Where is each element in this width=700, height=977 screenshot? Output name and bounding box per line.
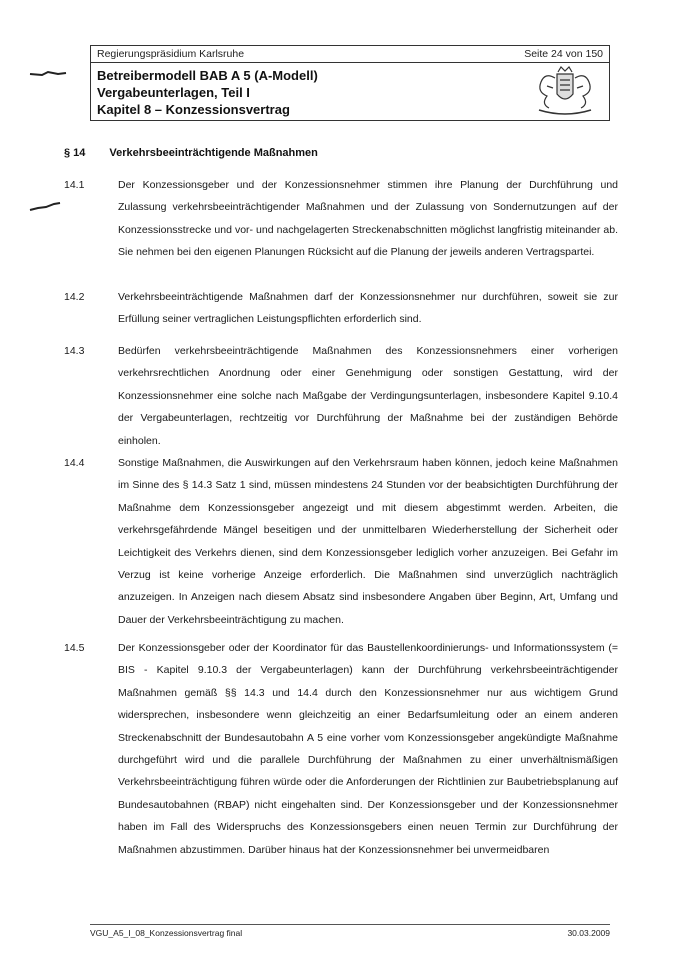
coat-of-arms-icon (527, 66, 603, 118)
footer-filename: VGU_A5_I_08_Konzessionsvertrag final (90, 928, 243, 938)
clause-14-1 (64, 174, 618, 264)
clause-number: 14.4 (64, 457, 85, 469)
footer-date: 30.03.2009 (567, 928, 610, 938)
margin-mark-upper (28, 66, 68, 80)
clause-text: Sonstige Maßnahmen, die Auswirkungen auf den Verkehrsraum haben können, jedoch keine Maßnahmen im Sinne des § 14.3 Satz 1 sind, müssen mindestens 24 Stunden vor der beabsichtigten Durchführung der Maßnahme dem Konzessionsgeber angezeigt und mit diesem abgestimmt werden. Arbeiten, die verkehrsgefährdende Mängel beseitigen und der unmittelbaren Wiederherstellung der Sicherheit oder Leichtigkeit des Verkehrs dienen, sind dem Konzessionsgeber lediglich vorher anzuzeigen. Bei Gefahr im Verzug ist keine vorherige Anzeige erforderlich. Die Maßnahmen sind unverzüglich nachträglich anzuzeigen. In Anzeigen nach diesem Absatz sind insbesondere Angaben über Beginn, Art, Umfang und Dauer der Verkehrsbeeinträchtigung zu machen. (118, 457, 618, 626)
clause-number: 14.5 (64, 642, 85, 654)
clause-text: Bedürfen verkehrsbeeinträchtigende Maßnahmen des Konzessionsnehmers einer vorherigen verkehrsrechtlichen Anordnung oder einer Genehmigung oder sonstigen Gestattung, wird der Konzessionsnehmer eine solche nach Maßgabe der Verdingungsunterlagen, insbesondere Kapitel 9.10.4 der Vergabeunterlagen, rechtzeitig vor Durchführung der Maßnahme bei der zuständigen Behörde einholen. (118, 345, 618, 447)
clause-text: Verkehrsbeeinträchtigende Maßnahmen darf der Konzessionsnehmer nur durchführen, soweit sie zur Erfüllung seiner vertraglichen Leistungspflichten erforderlich sind. (118, 291, 618, 326)
clause-text: Der Konzessionsgeber und der Konzessionsnehmer stimmen ihre Planung der Durchführung und Zulassung verkehrsbeeinträchtigender Maßnahmen und der Zulassung von Sondernutzungen auf der Konzessionsstrecke und vor- und nachgelagerten Streckenabschnitten möglichst langfristig miteinander ab. Sie nehmen bei den eigenen Planungen Rücksicht auf die Planung der jeweils anderen Vertragspartei. (118, 179, 618, 259)
clause-number: 14.2 (64, 291, 85, 303)
footer-divider (90, 924, 610, 925)
clause-number: 14.3 (64, 345, 85, 357)
margin-mark-lower (28, 198, 62, 214)
section-number: § 14 (64, 147, 86, 159)
document-subtitle: Vergabeunterlagen, Teil I (97, 85, 250, 100)
clause-number: 14.1 (64, 179, 85, 191)
section-title: Verkehrsbeeinträchtigende Maßnahmen (109, 147, 318, 159)
document-footer (90, 928, 610, 938)
clause-text: Der Konzessionsgeber oder der Koordinator für das Baustellenkoordinierungs- und Informationssystem (= BIS - Kapitel 9.10.3 der Vergabeunterlagen) kann der Durchführung verkehrsbeeinträchtigender Maßnahmen gemäß §§ 14.3 und 14.4 durch den Konzessionsnehmer nur aus wichtigem Grund widersprechen, insbesondere wenn gleichzeitig an einer Bedarfsumleitung oder an einem anderen Streckenabschnitt der Bundesautobahn A 5 eine vorher vom Konzessionsgeber angekündigte Maßnahme durchgeführt wird und die parallele Durchführung der Maßnahmen zu einer unverhältnismäßigen Verkehrsbeeinträchtigung führen würde oder die Anforderungen der Richtlinien zur Baubetriebsplanung auf Bundesautobahnen (RBAP) nicht eingehalten sind. Der Konzessionsgeber und der Konzessionsnehmer haben im Fall des Widerspruchs des Konzessionsgebers einen neuen Termin zur Durchführung der Maßnahmen abzustimmen. Darüber hinaus hat der Konzessionsnehmer bei unvermeidbaren (118, 642, 618, 856)
clause-14-4 (64, 452, 618, 631)
document-title: Betreibermodell BAB A 5 (A-Modell) (97, 68, 318, 83)
document-header (90, 45, 610, 121)
clause-14-2 (64, 286, 618, 331)
header-top-row (91, 46, 609, 63)
chapter-title: Kapitel 8 – Konzessionsvertrag (97, 102, 290, 117)
clause-14-5 (64, 637, 618, 861)
authority-name: Regierungspräsidium Karlsruhe (97, 48, 245, 60)
section-heading (64, 147, 318, 159)
header-title-block (91, 63, 609, 118)
page-number: Seite 24 von 150 (524, 48, 603, 60)
clause-14-3 (64, 340, 618, 452)
